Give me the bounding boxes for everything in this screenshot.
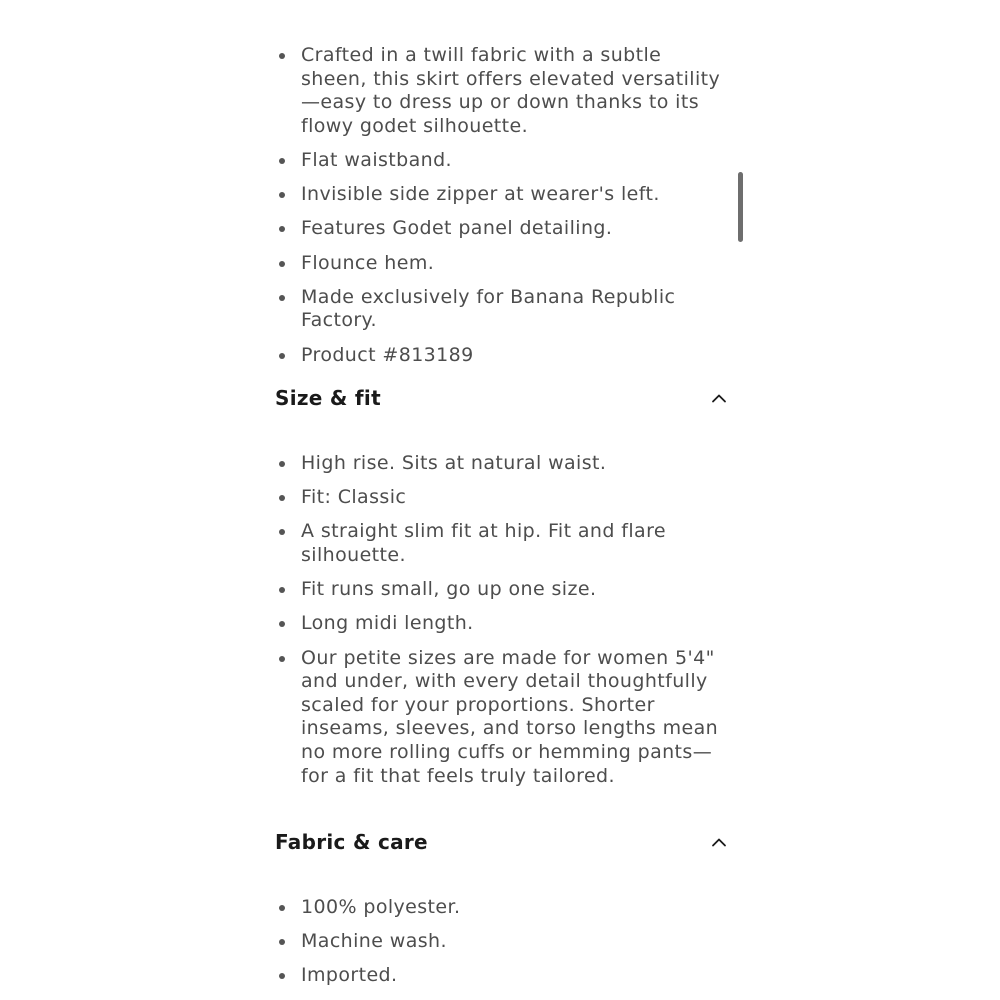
list-item: Our petite sizes are made for women 5'4" and under, with every detail thoughtfully scaled for your proportions. Shorter inseams, sleeves, and torso lengths mean no more rolling cuffs or hemming pants—for a fit that feels truly tailored. — [275, 647, 730, 789]
list-item: High rise. Sits at natural waist. — [275, 452, 730, 476]
list-item: Invisible side zipper at wearer's left. — [275, 183, 730, 207]
list-item: Flat waistband. — [275, 149, 730, 173]
list-item: Product #813189 — [275, 344, 730, 368]
list-item: Made exclusively for Banana Republic Factory. — [275, 286, 730, 333]
size-fit-list — [275, 452, 730, 799]
chevron-up-icon[interactable] — [710, 833, 728, 851]
list-item: Fit: Classic — [275, 486, 730, 510]
list-item: Crafted in a twill fabric with a subtle sheen, this skirt offers elevated versatility—easy to dress up or down thanks to its flowy godet silhouette. — [275, 44, 730, 138]
overview-list — [275, 44, 730, 378]
list-item: Flounce hem. — [275, 252, 730, 276]
list-item: Machine wash. — [275, 930, 730, 954]
fabric-care-list — [275, 896, 730, 999]
size-fit-title: Size & fit — [275, 386, 381, 410]
list-item: 100% polyester. — [275, 896, 730, 920]
list-item: Long midi length. — [275, 612, 730, 636]
list-item: Features Godet panel detailing. — [275, 217, 730, 241]
fabric-care-accordion-header[interactable] — [275, 827, 730, 857]
scrollbar-thumb[interactable] — [738, 172, 743, 242]
size-fit-accordion-header[interactable] — [275, 383, 730, 413]
list-item: A straight slim fit at hip. Fit and flare silhouette. — [275, 520, 730, 567]
fabric-care-title: Fabric & care — [275, 830, 428, 854]
list-item: Imported. — [275, 964, 730, 988]
chevron-up-icon[interactable] — [710, 389, 728, 407]
list-item: Fit runs small, go up one size. — [275, 578, 730, 602]
